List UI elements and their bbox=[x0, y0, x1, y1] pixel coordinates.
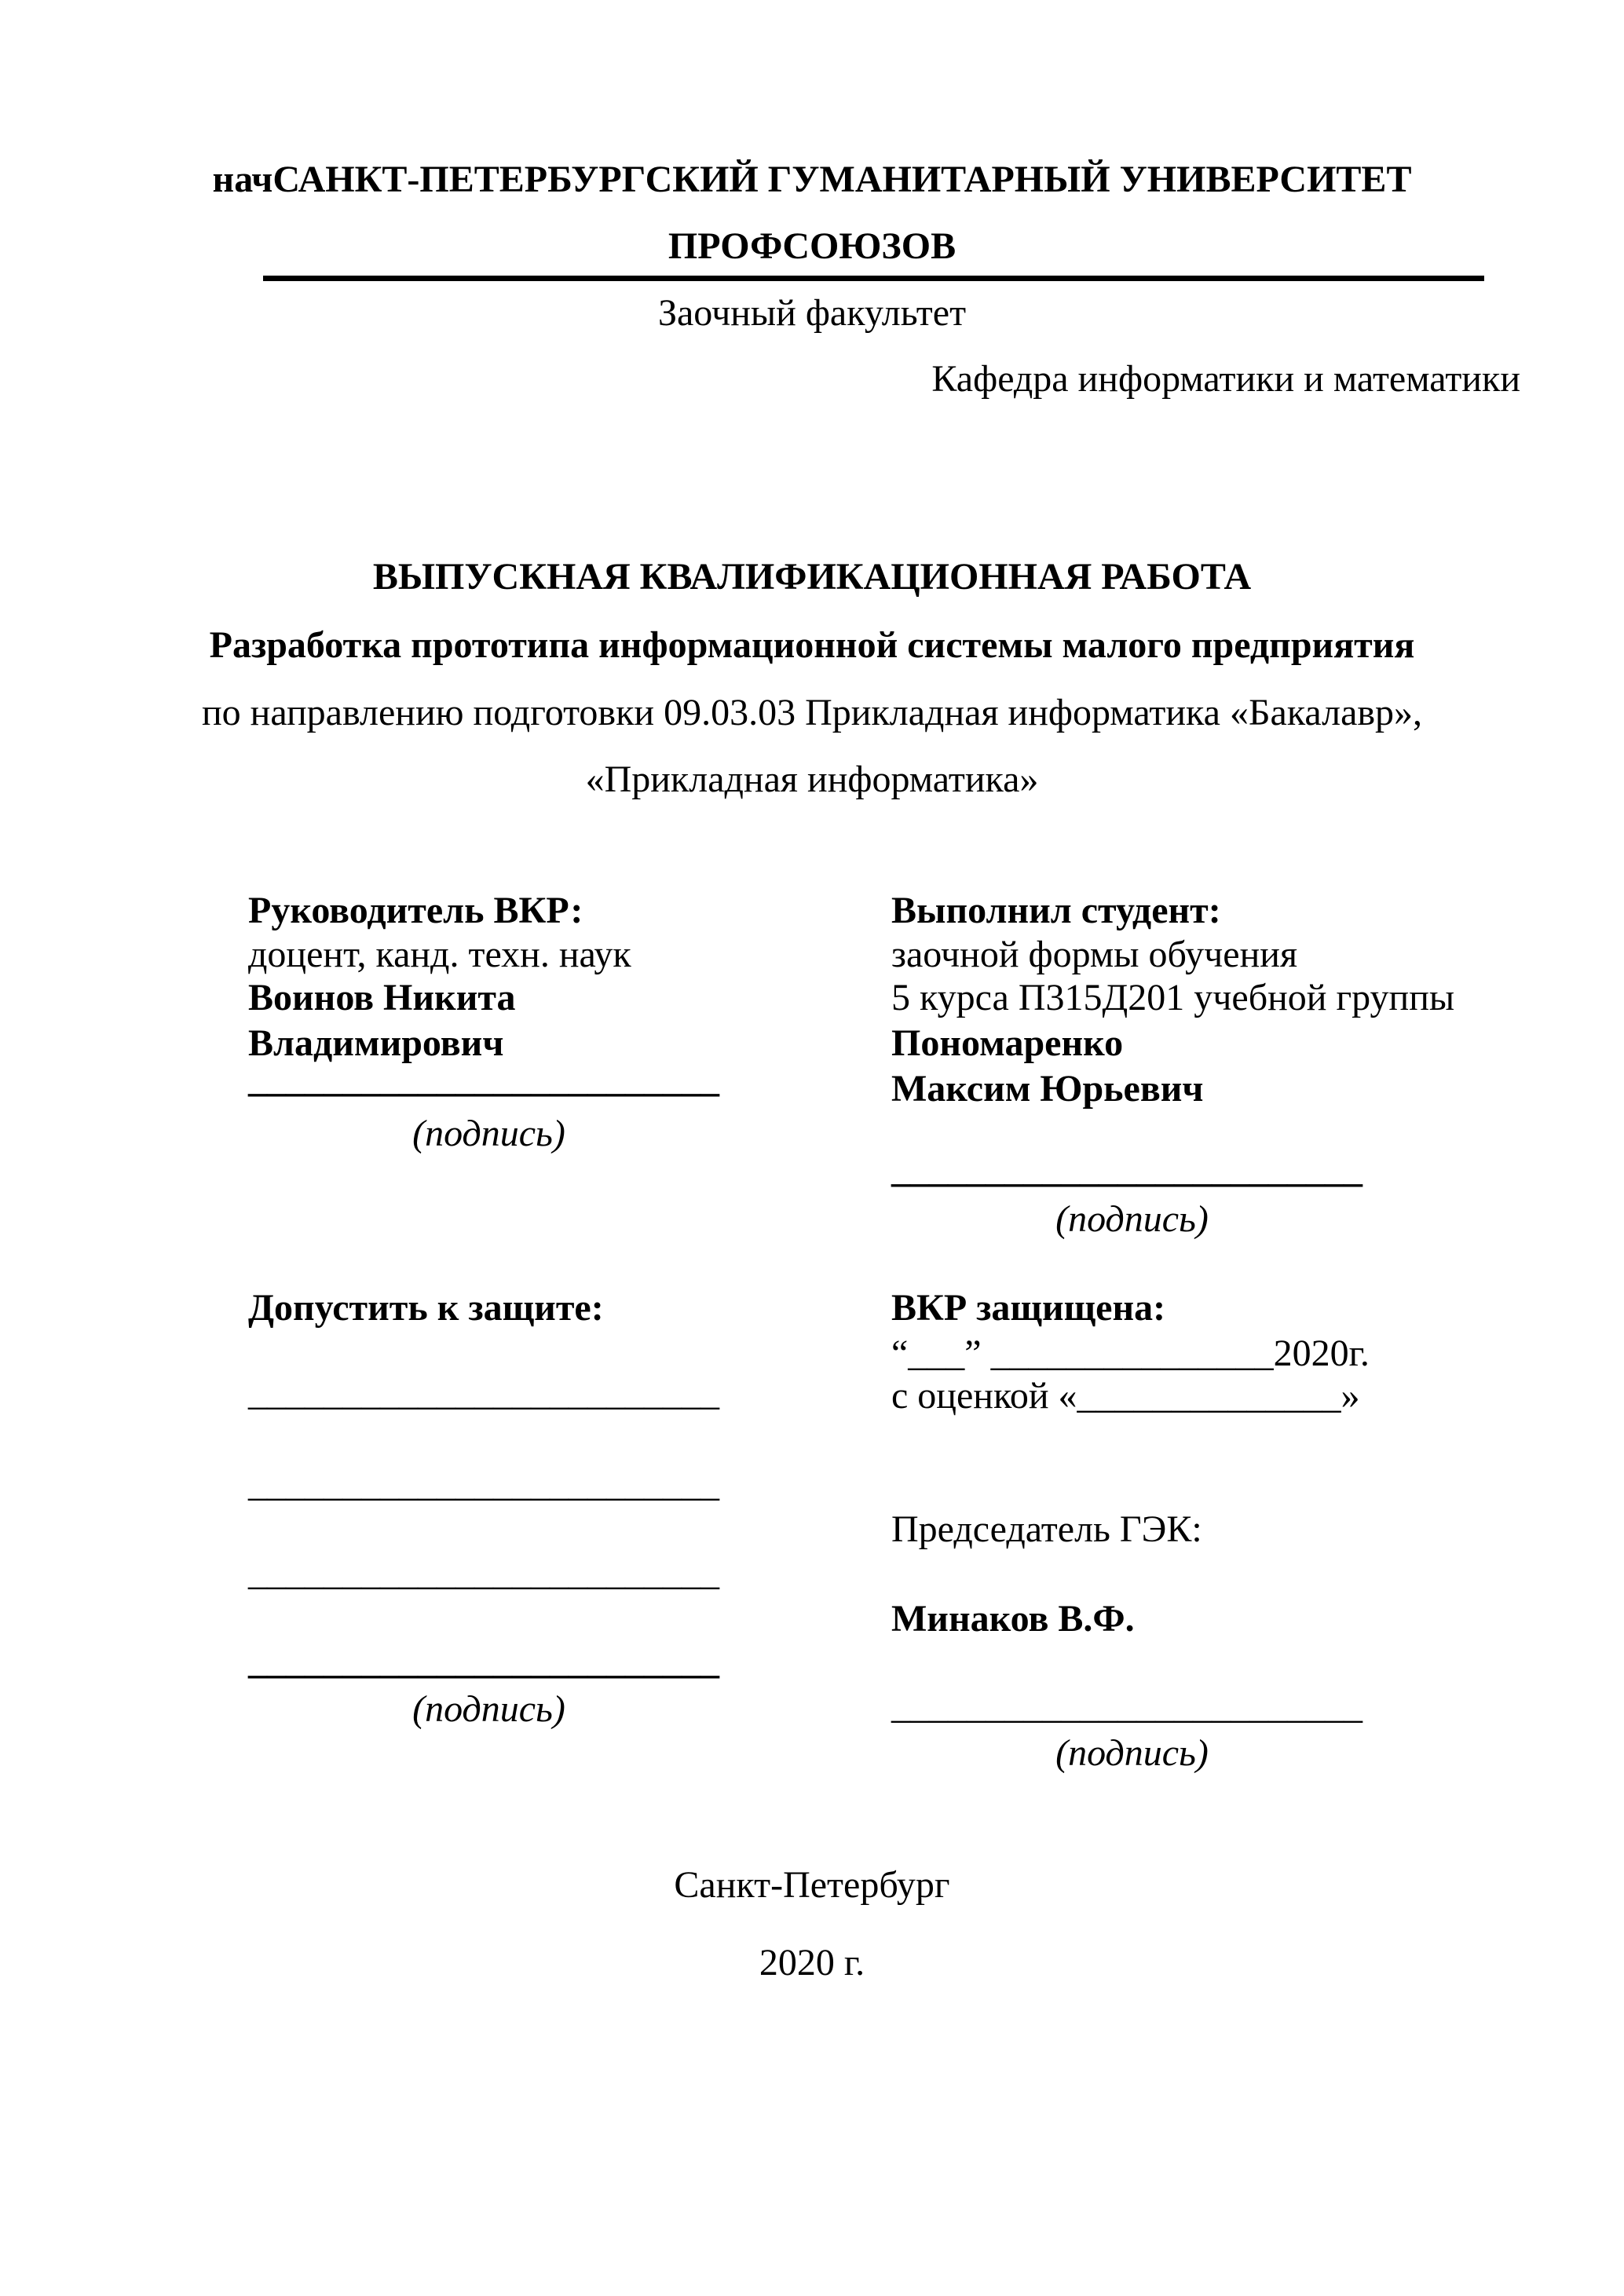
work-profile: «Прикладная информатика» bbox=[585, 759, 1039, 800]
supervisor-signature-caption: (подпись) bbox=[412, 1113, 565, 1154]
admit-line-2: _________________________ bbox=[248, 1463, 719, 1504]
supervisor-signature-line: _________________________ bbox=[248, 1058, 719, 1100]
student-signature-caption: (подпись) bbox=[1055, 1198, 1209, 1240]
admit-signature-caption: (подпись) bbox=[412, 1688, 565, 1730]
supervisor-position: доцент, канд. техн. наук bbox=[248, 934, 631, 975]
commission-chair-name: Минаков В.Ф. bbox=[891, 1598, 1135, 1640]
defense-date: “___” _______________2020г. bbox=[891, 1333, 1370, 1374]
admit-line-1: _________________________ bbox=[248, 1372, 719, 1413]
student-heading: Выполнил студент: bbox=[891, 890, 1221, 931]
student-group: 5 курса П315Д201 учебной группы bbox=[891, 977, 1455, 1018]
defended-heading: ВКР защищена: bbox=[891, 1287, 1166, 1329]
chair-signature-caption: (подпись) bbox=[1055, 1732, 1209, 1774]
admit-line-4: _________________________ bbox=[248, 1640, 719, 1682]
supervisor-heading: Руководитель ВКР: bbox=[248, 890, 583, 931]
department: Кафедра информатики и математики bbox=[931, 358, 1520, 400]
student-name: Максим Юрьевич bbox=[891, 1068, 1204, 1110]
work-topic: Разработка прототипа информационной системы малого предприятия bbox=[209, 624, 1415, 666]
student-study-form: заочной формы обучения bbox=[891, 934, 1298, 975]
supervisor-name: Воинов Никита bbox=[248, 977, 516, 1018]
header-divider bbox=[263, 276, 1484, 281]
city: Санкт-Петербург bbox=[674, 1864, 950, 1906]
defense-grade: с оценкой «______________» bbox=[891, 1375, 1360, 1417]
admit-heading: Допустить к защите: bbox=[248, 1287, 604, 1329]
work-type: ВЫПУСКНАЯ КВАЛИФИКАЦИОННАЯ РАБОТА bbox=[372, 556, 1252, 598]
student-signature-line: _________________________ bbox=[891, 1149, 1362, 1190]
chair-signature-line: _________________________ bbox=[891, 1685, 1362, 1727]
university-name-line2: ПРОФСОЮЗОВ bbox=[668, 225, 956, 267]
year: 2020 г. bbox=[759, 1942, 865, 1983]
commission-chair-label: Председатель ГЭК: bbox=[891, 1508, 1202, 1550]
faculty: Заочный факультет bbox=[657, 292, 967, 334]
university-name-line1: начСАНКТ-ПЕТЕРБУРГСКИЙ ГУМАНИТАРНЫЙ УНИВЕРСИТЕТ bbox=[212, 159, 1412, 200]
student-surname: Пономаренко bbox=[891, 1022, 1124, 1064]
supervisor-patronymic: Владимирович bbox=[248, 1022, 504, 1064]
admit-line-3: _________________________ bbox=[248, 1552, 719, 1593]
work-direction: по направлению подготовки 09.03.03 Прикладная информатика «Бакалавр», bbox=[201, 692, 1423, 733]
